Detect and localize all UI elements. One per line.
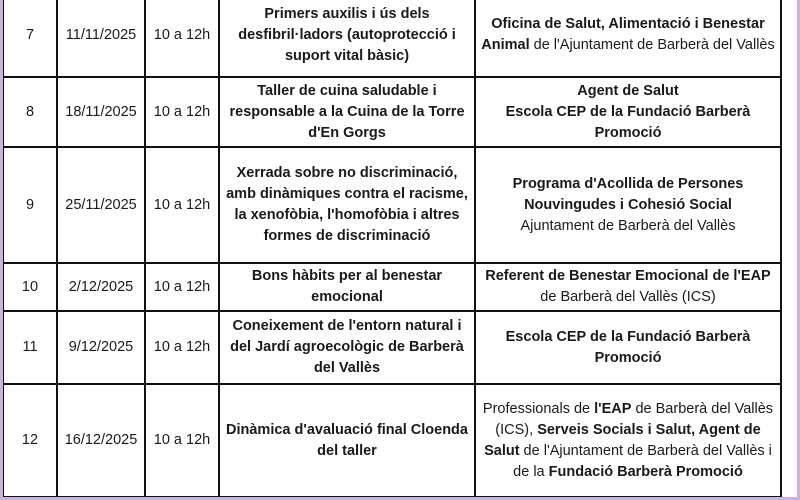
table-row [3,77,781,147]
session-number: 10 [3,263,57,311]
session-time: 10 a 12h [145,311,219,384]
session-time: 10 a 12h [145,384,219,497]
table-row [3,384,781,497]
session-number: 9 [3,147,57,263]
session-organizer [475,147,781,263]
organizer-text: de Barberà del Vallès (ICS), [495,400,774,438]
session-number: 8 [3,77,57,147]
session-activity: Coneixement de l'entorn natural i del Jardí agroecològic de Barberà del Vallès [219,311,475,384]
session-organizer [475,384,781,497]
table-row [3,263,781,311]
session-activity: Xerrada sobre no discriminació, amb dinàmiques contra el racisme, la xenofòbia, l'homofòbia i altres formes de discriminació [219,147,475,263]
organizer-bold: Oficina de Salut, Alimentació i Benestar Animal [481,16,765,53]
session-activity: Taller de cuina saludable i responsable a la Cuina de la Torre d'En Gorgs [219,77,475,147]
session-date: 16/12/2025 [57,384,145,497]
organizer-bold: Fundació Barberà Promoció [548,463,743,480]
table-row [3,147,781,263]
organizer-text: de l'Ajuntament de Barberà del Vallès i de la [513,442,772,480]
organizer-bold: Serveis Socials i Salut, Agent de Salut [484,421,761,459]
schedule-table [2,0,782,498]
organizer-bold: Escola CEP de la Fundació Barberà Promoció [505,328,751,366]
organizer-line: Agent de Salut [577,82,679,99]
organizer-text: de Barberà del Vallès (ICS) [540,289,716,305]
organizer-line: Ajuntament de Barberà del Vallès [520,217,736,234]
session-number: 11 [3,311,57,384]
session-time: 10 a 12h [145,263,219,311]
session-organizer [475,311,781,384]
session-organizer [475,0,781,77]
organizer-bold: Referent de Benestar Emocional de l'EAP [485,268,771,284]
session-date: 25/11/2025 [57,147,145,263]
session-activity: Primers auxilis i ús dels desfibril·ladors (autoprotecció i suport vital bàsic) [219,0,475,77]
table-row [3,0,781,77]
session-number: 12 [3,384,57,497]
session-date: 9/12/2025 [57,311,145,384]
session-time: 10 a 12h [145,77,219,147]
organizer-bold: l'EAP [594,400,632,417]
session-organizer [475,263,781,311]
organizer-text: de l'Ajuntament de Barberà del Vallès [529,37,775,53]
organizer-text: Professionals de [482,400,595,417]
session-organizer [475,77,781,147]
session-number: 7 [3,0,57,77]
session-date: 2/12/2025 [57,263,145,311]
session-date: 18/11/2025 [57,77,145,147]
session-date: 11/11/2025 [57,0,145,77]
session-time: 10 a 12h [145,0,219,77]
session-activity: Dinàmica d'avaluació final Cloenda del taller [219,384,475,497]
session-activity: Bons hàbits per al benestar emocional [219,263,475,311]
organizer-line: Programa d'Acollida de Persones Nouvingudes i Cohesió Social [512,175,744,213]
organizer-line: Escola CEP de la Fundació Barberà Promoció [505,103,751,141]
session-time: 10 a 12h [145,147,219,263]
table-row [3,311,781,384]
